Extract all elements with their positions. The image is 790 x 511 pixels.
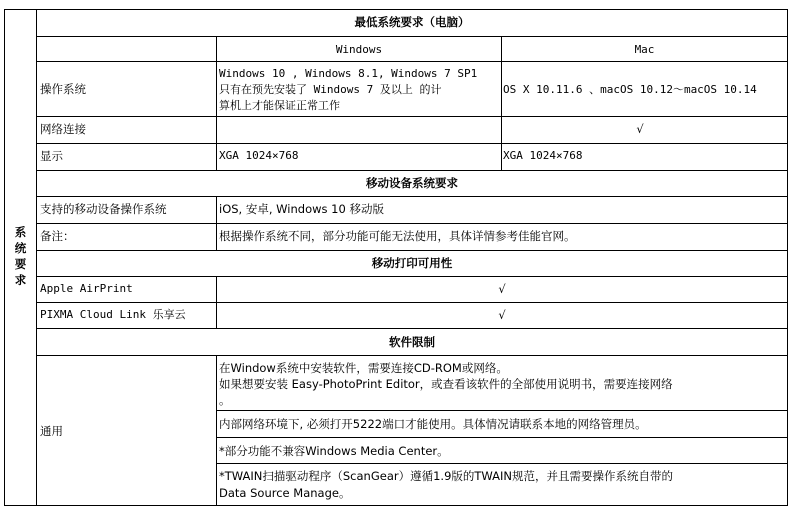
section-title-print: 移动打印可用性	[371, 256, 453, 270]
sidebar-char: 求	[14, 273, 27, 287]
row-divider	[36, 36, 788, 37]
display-windows-value: XGA 1024×768	[219, 149, 299, 162]
row-divider	[216, 437, 788, 438]
row-divider	[216, 463, 788, 464]
sidebar-char: 要	[14, 257, 27, 271]
col-divider	[216, 276, 217, 328]
column-header-windows: Windows	[335, 43, 383, 56]
software-note-line: 在Window系统中安装软件，需要连接CD-ROM或网络。	[219, 361, 508, 375]
section-title-software: 软件限制	[389, 335, 435, 349]
airprint-label: Apple AirPrint	[40, 282, 133, 295]
sidebar-char: 统	[14, 241, 27, 255]
row-divider	[36, 302, 788, 303]
row-divider	[36, 170, 788, 171]
network-label: 网络连接	[40, 122, 86, 136]
mobile-os-value: iOS, 安卓, Windows 10 移动版	[219, 202, 384, 216]
row-divider	[36, 355, 788, 356]
mobile-os-label: 支持的移动设备操作系统	[40, 202, 167, 216]
software-note-line: 如果想要安装 Easy-PhotoPrint Editor，或查看该软件的全部使用说明书，需要连接网络	[219, 377, 673, 391]
network-mac-check: √	[636, 122, 644, 136]
display-mac-value: XGA 1024×768	[503, 149, 583, 162]
cloud-link-label: PIXMA Cloud Link 乐享云	[40, 308, 186, 321]
software-note-port: 内部网络环境下, 必须打开5222端口才能使用。具体情况请联系本地的网络管理员。	[219, 417, 647, 431]
section-title-mobile: 移动设备系统要求	[366, 176, 458, 190]
sidebar-char: 系	[14, 225, 27, 239]
os-windows-line: 算机上才能保证正常工作	[219, 99, 340, 112]
os-windows-line: 只有在预先安装了 Windows 7 及以上 的计	[219, 83, 442, 96]
row-divider	[36, 276, 788, 277]
table-border-bottom	[4, 505, 788, 506]
mobile-note-label: 备注：	[40, 229, 75, 243]
column-header-mac: Mac	[634, 43, 655, 56]
row-divider	[36, 143, 788, 144]
display-label: 显示	[40, 149, 63, 163]
row-divider	[36, 116, 788, 117]
software-note-line: Data Source Manage。	[219, 486, 351, 500]
software-note-line: *TWAIN扫描驱动程序（ScanGear）遵循1.9版的TWAIN规范，并且需要操作系统自带的	[219, 469, 674, 483]
cloud-link-check: √	[498, 308, 506, 322]
software-note-line: 。	[219, 393, 231, 407]
airprint-check: √	[498, 282, 506, 296]
row-divider	[216, 410, 788, 411]
row-divider	[36, 196, 788, 197]
col-divider	[216, 196, 217, 250]
row-divider	[36, 61, 788, 62]
mobile-note-value: 根据操作系统不同，部分功能可能无法使用，具体详情参考佳能官网。	[219, 229, 576, 243]
os-mac-value: OS X 10.11.6 、macOS 10.12～macOS 10.14	[503, 83, 757, 96]
os-windows-line: Windows 10 , Windows 8.1, Windows 7 SP1	[219, 67, 478, 80]
row-divider	[36, 328, 788, 329]
os-label: 操作系统	[40, 82, 86, 96]
table-border-right	[787, 9, 788, 506]
table-border-top	[4, 9, 788, 10]
col-divider	[216, 355, 217, 505]
section-title-pc: 最低系统要求（电脑）	[354, 15, 470, 29]
software-general-label: 通用	[40, 424, 63, 438]
software-note-media-center: *部分功能不兼容Windows Media Center。	[219, 444, 449, 458]
sidebar-label	[5, 224, 36, 294]
row-divider	[36, 223, 788, 224]
row-divider	[36, 250, 788, 251]
